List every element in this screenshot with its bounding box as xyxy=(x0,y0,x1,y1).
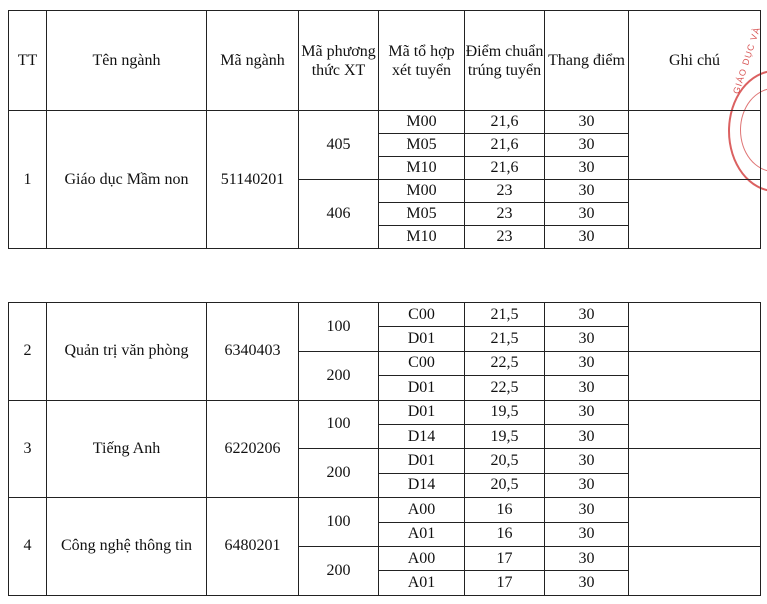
header-ten-nganh: Tên ngành xyxy=(47,11,207,111)
cell-major-code: 6480201 xyxy=(207,498,299,596)
cell-combo-code: A00 xyxy=(379,546,465,570)
cell-scale: 30 xyxy=(545,111,629,134)
cell-combo-code: D01 xyxy=(379,376,465,400)
cell-scale: 30 xyxy=(545,303,629,327)
table-header-row xyxy=(9,11,761,111)
cell-score: 22,5 xyxy=(465,351,545,375)
cell-method-code: 200 xyxy=(299,449,379,498)
cell-combo-code: D14 xyxy=(379,473,465,497)
cell-combo-code: M05 xyxy=(379,134,465,157)
cell-note xyxy=(629,180,761,249)
cell-scale: 30 xyxy=(545,498,629,522)
cell-score: 22,5 xyxy=(465,376,545,400)
red-seal-text: GIÁO DỤC VÀ xyxy=(731,25,763,96)
cell-note xyxy=(629,546,761,595)
cell-score: 21,6 xyxy=(465,157,545,180)
cell-note xyxy=(629,449,761,498)
cell-combo-code: M10 xyxy=(379,226,465,249)
cell-scale: 30 xyxy=(545,571,629,595)
header-diem-chuan: Điểm chuẩn trúng tuyển xyxy=(465,11,545,111)
header-ghi-chu: Ghi chú xyxy=(629,11,761,111)
cell-tt: 4 xyxy=(9,498,47,596)
cell-score: 23 xyxy=(465,180,545,203)
cell-note xyxy=(629,111,761,180)
cell-scale: 30 xyxy=(545,522,629,546)
cell-combo-code: M00 xyxy=(379,180,465,203)
cell-scale: 30 xyxy=(545,157,629,180)
cell-method-code: 200 xyxy=(299,351,379,400)
cell-score: 16 xyxy=(465,498,545,522)
cell-score: 21,6 xyxy=(465,134,545,157)
cell-tt: 2 xyxy=(9,303,47,401)
cell-scale: 30 xyxy=(545,473,629,497)
cell-scale: 30 xyxy=(545,400,629,424)
cell-scale: 30 xyxy=(545,376,629,400)
cell-method-code: 406 xyxy=(299,180,379,249)
cell-major-name: Công nghệ thông tin xyxy=(47,498,207,596)
header-ma-nganh: Mã ngành xyxy=(207,11,299,111)
header-ma-phuong-thuc: Mã phương thức XT xyxy=(299,11,379,111)
cell-note xyxy=(629,303,761,352)
cell-scale: 30 xyxy=(545,424,629,448)
cell-combo-code: C00 xyxy=(379,303,465,327)
cell-combo-code: A00 xyxy=(379,498,465,522)
cell-method-code: 100 xyxy=(299,400,379,449)
cell-score: 23 xyxy=(465,203,545,226)
cell-scale: 30 xyxy=(545,351,629,375)
cell-combo-code: D01 xyxy=(379,327,465,351)
cell-score: 20,5 xyxy=(465,473,545,497)
cell-note xyxy=(629,400,761,449)
cell-combo-code: D01 xyxy=(379,449,465,473)
cell-score: 19,5 xyxy=(465,424,545,448)
cell-major-code: 6220206 xyxy=(207,400,299,498)
cell-score: 21,5 xyxy=(465,303,545,327)
admission-score-table-top xyxy=(8,10,761,249)
cell-combo-code: A01 xyxy=(379,522,465,546)
cell-scale: 30 xyxy=(545,203,629,226)
cell-major-name: Tiếng Anh xyxy=(47,400,207,498)
cell-major-name: Quản trị văn phòng xyxy=(47,303,207,401)
admission-score-table-bottom xyxy=(8,302,761,596)
cell-score: 21,6 xyxy=(465,111,545,134)
cell-major-code: 51140201 xyxy=(207,111,299,249)
cell-scale: 30 xyxy=(545,449,629,473)
table-row xyxy=(9,111,761,134)
cell-score: 16 xyxy=(465,522,545,546)
table-body-top xyxy=(9,111,761,249)
cell-score: 23 xyxy=(465,226,545,249)
cell-score: 21,5 xyxy=(465,327,545,351)
cell-combo-code: D14 xyxy=(379,424,465,448)
cell-scale: 30 xyxy=(545,180,629,203)
cell-scale: 30 xyxy=(545,327,629,351)
cell-major-name: Giáo dục Mầm non xyxy=(47,111,207,249)
cell-method-code: 200 xyxy=(299,546,379,595)
header-tt: TT xyxy=(9,11,47,111)
cell-scale: 30 xyxy=(545,134,629,157)
cell-scale: 30 xyxy=(545,226,629,249)
cell-score: 20,5 xyxy=(465,449,545,473)
header-ma-to-hop: Mã tổ hợp xét tuyển xyxy=(379,11,465,111)
cell-combo-code: A01 xyxy=(379,571,465,595)
header-thang-diem: Thang điểm xyxy=(545,11,629,111)
cell-combo-code: M10 xyxy=(379,157,465,180)
cell-score: 17 xyxy=(465,571,545,595)
cell-score: 19,5 xyxy=(465,400,545,424)
table-row xyxy=(9,303,761,327)
cell-major-code: 6340403 xyxy=(207,303,299,401)
table-row xyxy=(9,400,761,424)
cell-method-code: 405 xyxy=(299,111,379,180)
cell-combo-code: D01 xyxy=(379,400,465,424)
cell-note xyxy=(629,351,761,400)
cell-tt: 1 xyxy=(9,111,47,249)
cell-score: 17 xyxy=(465,546,545,570)
cell-tt: 3 xyxy=(9,400,47,498)
cell-scale: 30 xyxy=(545,546,629,570)
cell-method-code: 100 xyxy=(299,303,379,352)
cell-method-code: 100 xyxy=(299,498,379,547)
cell-combo-code: C00 xyxy=(379,351,465,375)
cell-note xyxy=(629,498,761,547)
cell-combo-code: M05 xyxy=(379,203,465,226)
cell-combo-code: M00 xyxy=(379,111,465,134)
table-row xyxy=(9,498,761,522)
table-body-bottom xyxy=(9,303,761,596)
